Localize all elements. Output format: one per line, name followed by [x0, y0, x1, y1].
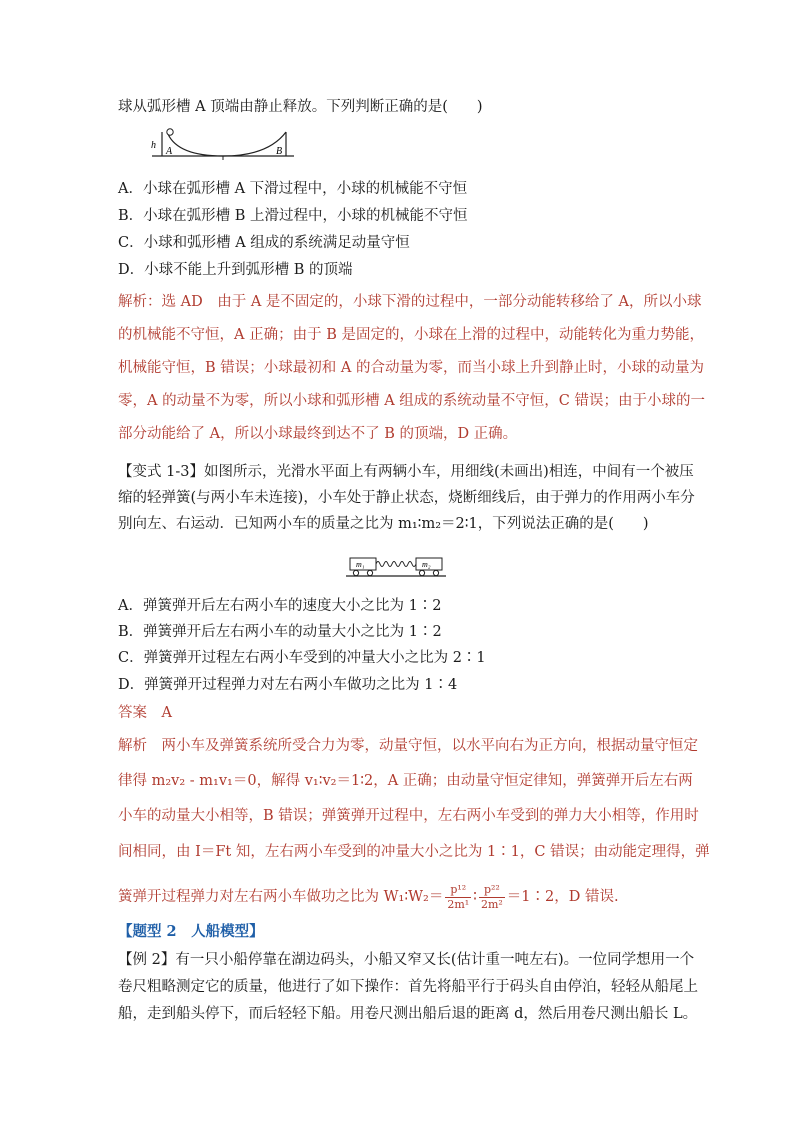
topic-heading: 【题型 2 人船模型】	[118, 923, 264, 940]
example-line-1: 【例 2】有一只小船停靠在湖边码头，小船又窄又长(估计重一吨左右)。一位同学想用一个	[118, 952, 695, 968]
fraction-1-numerator: p¹²	[450, 882, 467, 896]
q2-analysis-line-5-text: 簧弹开过程弹力对左右两小车做功之比为 W₁∶W₂＝	[118, 889, 444, 905]
q2-analysis-line-4: 间相同，由 I＝Ft 知，左右两小车受到的冲量大小之比为 1∶1，C 错误；由动能定理得，弹	[118, 844, 710, 860]
label-m2: m₂	[422, 560, 431, 569]
cart-m2-wheel-left	[419, 570, 424, 575]
q2-stem-line-3: 别向左、右运动．已知两小车的质量之比为 m₁∶m₂＝2∶1，下列说法正确的是( )	[118, 516, 649, 532]
label-b: B	[276, 146, 283, 157]
label-a: A	[166, 146, 173, 157]
label-m1: m₁	[356, 560, 365, 569]
fraction-1	[445, 883, 471, 912]
q1-analysis-line-4: 零，A 的动量不为零，所以小球和弧形槽 A 组成的系统动量不守恒，C 错误；由于小球的一	[118, 393, 705, 409]
cart-m1-wheel-left	[353, 570, 358, 575]
cart-m1-wheel-right	[367, 570, 372, 575]
q1-analysis-line-5: 部分动能给了 A，所以小球最终到达不了 B 的顶端，D 正确。	[118, 426, 518, 442]
q2-analysis-line-1: 解析 两小车及弹簧系统所受合力为零，动量守恒，以水平向右为正方向，根据动量守恒定	[118, 738, 698, 754]
q2-option-b: B．弹簧弹开后左右两小车的动量大小之比为 1∶2	[118, 624, 442, 640]
q1-analysis-line-1: 解析：选 AD 由于 A 是不固定的，小球下滑的过程中，一部分动能转移给了 A，所以小球	[118, 294, 702, 310]
q1-option-c: C．小球和弧形槽 A 组成的系统满足动量守恒	[118, 235, 410, 251]
cart-m2-wheel-right	[433, 570, 438, 575]
q2-stem-line-1: 【变式 1-3】如图所示，光滑水平面上有两辆小车，用细线(未画出)相连，中间有一个被压	[118, 464, 694, 480]
fraction-separator: ∶	[473, 889, 477, 905]
q1-analysis-line-2: 的机械能不守恒，A 正确；由于 B 是固定的，小球在上滑的过程中，动能转化为重力势能，	[118, 327, 704, 343]
q1-option-d: D．小球不能上升到弧形槽 B 的顶端	[118, 262, 353, 278]
q2-answer: 答案 A	[118, 705, 172, 721]
q2-option-d: D．弹簧弹开过程弹力对左右两小车做功之比为 1∶4	[118, 677, 458, 693]
q1-stem-tail: 球从弧形槽 A 顶端由静止释放。下列判断正确的是( )	[118, 99, 483, 115]
fraction-2-numerator: p²²	[483, 882, 500, 896]
fraction-2-denominator: 2m²	[480, 897, 503, 911]
example-line-2: 卷尺粗略测定它的质量，他进行了如下操作：首先将船平行于码头自由停泊，轻轻从船尾上	[118, 979, 698, 995]
spring	[376, 562, 416, 567]
label-h: h	[151, 140, 156, 151]
q2-analysis-line-5-tail: ＝1∶2，D 错误.	[506, 889, 619, 905]
q1-analysis-line-3: 机械能守恒，B 错误；小球最初和 A 的合动量为零，而当小球上升到静止时，小球的动量为	[118, 360, 704, 376]
fraction-1-denominator: 2m¹	[447, 897, 470, 911]
carts-spring-figure	[344, 552, 448, 582]
q2-option-a: A．弹簧弹开后左右两小车的速度大小之比为 1∶2	[118, 598, 442, 614]
ball	[167, 129, 173, 135]
arc-trough-figure	[148, 126, 298, 162]
q1-option-a: A．小球在弧形槽 A 下滑过程中，小球的机械能不守恒	[118, 181, 468, 197]
q2-analysis-line-5	[118, 877, 619, 917]
q2-analysis-line-2: 律得 m₂v₂ - m₁v₁＝0，解得 v₁∶v₂＝1∶2，A 正确；由动量守恒定律知，弹簧弹开后左右两	[118, 773, 693, 789]
q2-stem-line-2: 缩的轻弹簧(与两小车未连接)，小车处于静止状态，烧断细线后，由于弹力的作用两小车分	[118, 490, 695, 506]
q2-option-c: C．弹簧弹开过程左右两小车受到的冲量大小之比为 2∶1	[118, 650, 486, 666]
fraction-2	[479, 883, 505, 912]
q1-option-b: B．小球在弧形槽 B 上滑过程中，小球的机械能不守恒	[118, 208, 468, 224]
example-line-3: 船，走到船头停下，而后轻轻下船。用卷尺测出船后退的距离 d，然后用卷尺测出船长 L。	[118, 1006, 698, 1022]
q2-analysis-line-3: 小车的动量大小相等，B 错误；弹簧弹开过程中，左右两小车受到的弹力大小相等，作用时	[118, 808, 699, 824]
arc-curve	[168, 132, 286, 156]
